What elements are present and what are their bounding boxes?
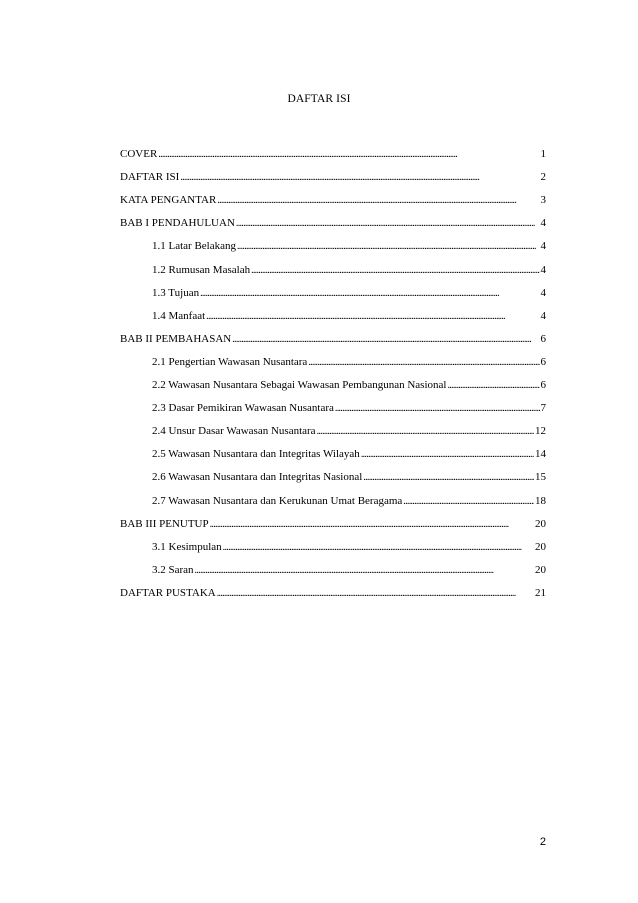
toc-subentry	[120, 356, 546, 369]
toc-entry-page: 18	[535, 494, 546, 507]
page-title: DAFTAR ISI	[287, 93, 351, 105]
toc-entry-page: 4	[540, 263, 546, 276]
toc-entry-label: 2.2 Wawasan Nusantara Sebagai Wawasan Pembangunan Nasional	[152, 379, 447, 391]
toc-leader-dots	[223, 541, 534, 554]
toc-leader-dots	[180, 171, 539, 184]
toc-entry-label: 2.3 Dasar Pemikiran Wawasan Nusantara	[152, 402, 334, 415]
toc-subentry	[120, 471, 546, 484]
toc-subentry	[120, 425, 546, 438]
toc-subentry	[120, 495, 546, 508]
toc-entry-label: 2.6 Wawasan Nusantara dan Integritas Nasional	[152, 471, 363, 484]
toc-entry-page: 1	[540, 148, 546, 160]
toc-subentry	[120, 541, 546, 554]
toc-leader-dots	[210, 518, 534, 531]
toc-entry	[120, 171, 546, 184]
toc-subentry	[120, 448, 546, 461]
toc-entry-page: 4	[540, 217, 546, 230]
toc-entry-page: 4	[540, 309, 546, 322]
toc-subentry	[120, 402, 546, 415]
toc-entry-page: 2	[540, 171, 546, 184]
toc-subentry	[120, 310, 546, 323]
toc-entry-page: 14	[535, 448, 546, 461]
toc-entry	[120, 518, 546, 531]
toc-entry-page: 15	[535, 471, 546, 484]
toc-leader-dots	[206, 310, 539, 323]
toc-entry-page: 6	[540, 332, 546, 345]
toc-entry-label: DAFTAR ISI	[120, 171, 180, 184]
toc-entry-label: BAB I PENDAHULUAN	[120, 217, 235, 230]
toc-entry-page: 4	[540, 240, 546, 253]
toc-leader-dots	[237, 240, 540, 253]
toc-leader-dots	[158, 148, 539, 161]
toc-entry	[120, 217, 546, 230]
toc-leader-dots	[236, 217, 540, 230]
toc-entry-page: 4	[540, 286, 546, 299]
toc-entry-label: BAB III PENUTUP	[120, 517, 209, 530]
toc-entry-page: 20	[535, 517, 546, 530]
toc-leader-dots	[200, 287, 539, 300]
toc-leader-dots	[403, 495, 534, 508]
toc-leader-dots	[317, 425, 534, 438]
toc-subentry	[120, 264, 546, 277]
toc-entry	[120, 587, 546, 600]
toc-leader-dots	[447, 379, 539, 392]
toc-leader-dots	[217, 194, 539, 207]
toc-entry-label: 1.2 Rumusan Masalah	[152, 263, 251, 276]
toc-entry-page: 6	[540, 379, 546, 391]
toc-leader-dots	[232, 333, 539, 346]
toc-entry-label: 1.3 Tujuan	[152, 286, 200, 299]
toc-entry-page: 20	[535, 540, 546, 553]
toc-subentry	[120, 287, 546, 300]
page-number: 2	[539, 836, 546, 848]
toc-subentry	[120, 379, 546, 392]
toc-entry-page: 6	[540, 355, 546, 368]
toc-subentry	[120, 240, 546, 253]
toc-entry-page: 3	[540, 194, 546, 207]
toc-entry-label: 3.1 Kesimpulan	[152, 540, 222, 553]
toc-entry-page: 7	[540, 402, 546, 415]
toc-leader-dots	[361, 448, 534, 461]
toc-entry	[120, 148, 546, 161]
toc-leader-dots	[217, 587, 534, 600]
toc-entry-label: BAB II PEMBAHASAN	[120, 332, 232, 345]
toc-leader-dots	[195, 564, 534, 577]
toc-entry-label: COVER	[120, 148, 158, 160]
toc-entry-label: 2.7 Wawasan Nusantara dan Kerukunan Umat Beragama	[152, 494, 403, 507]
toc-subentry	[120, 564, 546, 577]
toc-entry-page: 20	[535, 563, 546, 576]
toc-entry-label: 2.1 Pengertian Wawasan Nusantara	[152, 355, 308, 368]
toc-entry	[120, 333, 546, 346]
toc-entry-page: 12	[535, 425, 546, 438]
toc-entry-page: 21	[535, 586, 546, 599]
toc-entry-label: KATA PENGANTAR	[120, 194, 217, 207]
toc-entry-label: 3.2 Saran	[152, 563, 194, 576]
toc-entry-label: DAFTAR PUSTAKA	[120, 586, 216, 599]
toc-entry-label: 2.5 Wawasan Nusantara dan Integritas Wilayah	[152, 448, 360, 461]
toc-leader-dots	[335, 402, 540, 415]
toc-entry-label: 1.1 Latar Belakang	[152, 240, 236, 253]
toc-leader-dots	[363, 471, 534, 484]
toc-entry-label: 2.4 Unsur Dasar Wawasan Nusantara	[152, 425, 316, 438]
toc-leader-dots	[308, 356, 539, 369]
toc-entry	[120, 194, 546, 207]
toc-leader-dots	[251, 264, 539, 277]
toc-entry-label: 1.4 Manfaat	[152, 309, 206, 322]
